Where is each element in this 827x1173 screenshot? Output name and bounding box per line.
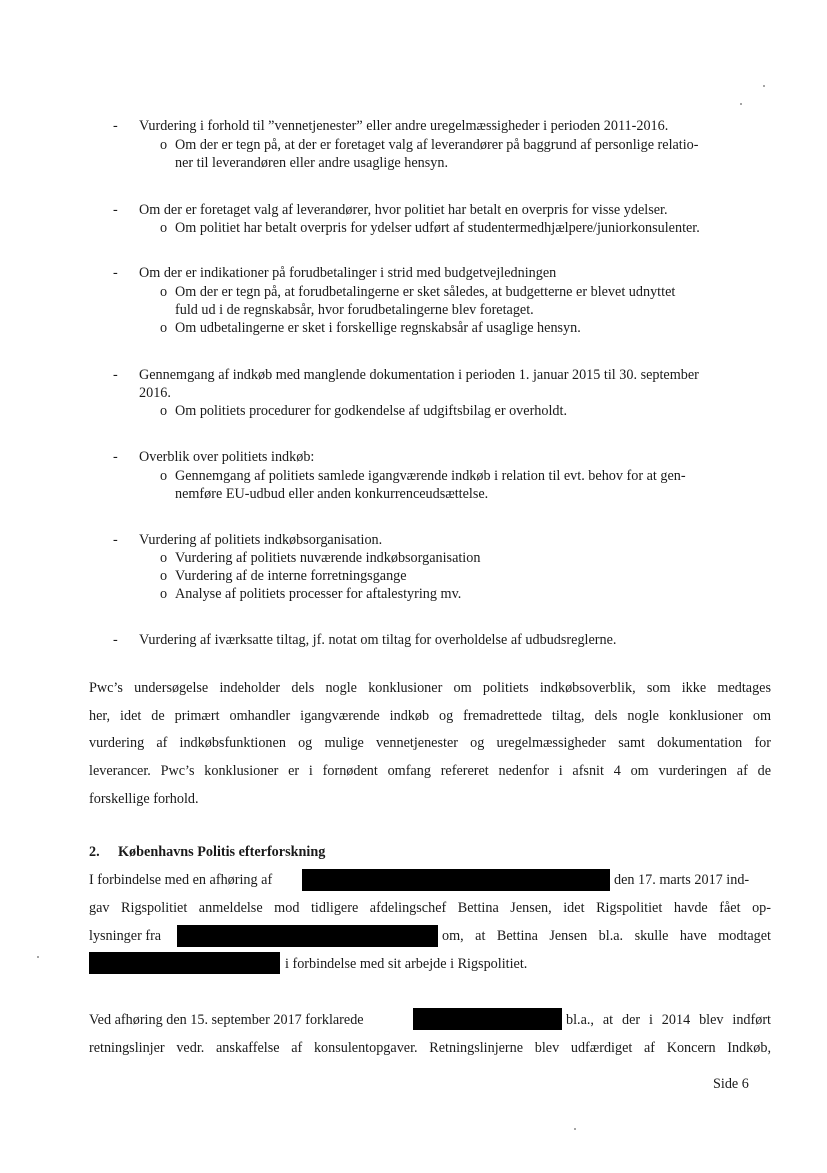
sub-bullet-text: Om politiet har betalt overpris for ydelser udført af studentermedhjælpere/juniorkonsulenter. (175, 220, 700, 236)
sub-bullet-marker: o (160, 220, 168, 236)
bullet-text: Om der er foretaget valg af leverandører, hvor politiet har betalt en overpris for visse ydelser. (139, 202, 668, 218)
sub-bullet-marker: o (160, 284, 168, 300)
sub-bullet-marker: o (160, 320, 168, 336)
bullet-dash: - (113, 367, 118, 383)
bullet-dash: - (113, 265, 118, 281)
bullet-text: Vurdering af politiets indkøbsorganisation. (139, 532, 383, 548)
page-number: Side 6 (713, 1076, 749, 1092)
scan-speck (763, 85, 765, 87)
redaction-box (89, 952, 280, 974)
paragraph-line: I forbindelse med en afhøring af (89, 872, 273, 888)
bullet-dash: - (113, 632, 118, 648)
bullet-dash: - (113, 202, 118, 218)
sub-bullet-marker: o (160, 550, 168, 566)
sub-bullet-text: Om udbetalingerne er sket i forskellige regnskabsår af usaglige hensyn. (175, 320, 581, 336)
sub-bullet-item (160, 549, 480, 567)
sub-bullet-text: Gennemgang af politiets samlede igangværende indkøb i relation til evt. behov for at gen- (175, 468, 686, 484)
paragraph-line: om, at Bettina Jensen bl.a. skulle have modtaget (442, 928, 771, 944)
sub-bullet-text: fuld ud i de regnskabsår, hvor forudbetalingerne blev foretaget. (175, 302, 534, 318)
sub-bullet-text: ner til leverandøren eller andre usaglige hensyn. (175, 155, 448, 171)
sub-bullet-text: nemføre EU-udbud eller anden konkurrenceudsættelse. (175, 486, 489, 502)
sub-bullet-item (160, 567, 407, 585)
sub-bullet-text: Vurdering af politiets nuværende indkøbsorganisation (175, 550, 481, 566)
sub-bullet-marker: o (160, 586, 168, 602)
paragraph-line: den 17. marts 2017 ind- (614, 872, 750, 888)
sub-bullet-marker: o (160, 568, 168, 584)
sub-bullet-item (160, 402, 567, 420)
redaction-box (177, 925, 438, 947)
paragraph-line: forskellige forhold. (89, 791, 199, 807)
paragraph-line: retningslinjer vedr. anskaffelse af konsulentopgaver. Retningslinjerne blev udfærdiget af Koncern Indkøb, (89, 1040, 771, 1056)
sub-bullet-item (160, 219, 700, 237)
bullet-dash: - (113, 118, 118, 134)
paragraph-line: bl.a., at der i 2014 blev indført (566, 1012, 771, 1028)
sub-bullet-text: Vurdering af de interne forretningsgange (175, 568, 407, 584)
sub-bullet-item (160, 585, 461, 603)
sub-bullet-marker: o (160, 468, 168, 484)
paragraph-line: leverancer. Pwc’s konklusioner er i fornødent omfang refereret nedenfor i afsnit 4 om vurderingen af de (89, 763, 771, 779)
section-number: 2. (89, 844, 100, 860)
sub-bullet-item (160, 319, 581, 337)
sub-bullet-marker: o (160, 137, 168, 153)
sub-bullet-text: Om der er tegn på, at der er foretaget valg af leverandører på baggrund af personlige relatio- (175, 137, 699, 153)
paragraph-line: Pwc’s undersøgelse indeholder dels nogle konklusioner om politiets indkøbsoverblik, som ikke medtages (89, 680, 771, 696)
bullet-text: Gennemgang af indkøb med manglende dokumentation i perioden 1. januar 2015 til 30. september (139, 367, 699, 383)
bullet-text: Overblik over politiets indkøb: (139, 449, 315, 465)
sub-bullet-text: Om politiets procedurer for godkendelse af udgiftsbilag er overholdt. (175, 403, 568, 419)
scan-speck (574, 1128, 576, 1130)
bullet-text: Om der er indikationer på forudbetalinger i strid med budgetvejledningen (139, 265, 557, 281)
paragraph-line: lysninger fra (89, 928, 162, 944)
bullet-dash: - (113, 449, 118, 465)
bullet-text: Vurdering i forhold til ”vennetjenester” eller andre uregelmæssigheder i perioden 2011-2016. (139, 118, 669, 134)
sub-bullet-item (160, 136, 699, 154)
sub-bullet-item (160, 467, 686, 485)
bullet-text: Vurdering af iværksatte tiltag, jf. notat om tiltag for overholdelse af udbudsreglerne. (139, 632, 617, 648)
redaction-box (413, 1008, 562, 1030)
paragraph-line: vurdering af indkøbsfunktionen og mulige vennetjenester og uregelmæssigheder samt dokumentation for (89, 735, 771, 751)
paragraph-line: Ved afhøring den 15. september 2017 forklarede (89, 1012, 364, 1028)
scan-speck (740, 103, 742, 105)
sub-bullet-text: Analyse af politiets processer for aftalestyring mv. (175, 586, 462, 602)
bullet-text: 2016. (139, 385, 171, 401)
redaction-box (302, 869, 610, 891)
section-heading: Københavns Politis efterforskning (118, 844, 326, 860)
paragraph-line: her, idet de primært omhandler igangværende indkøb og fremadrettede tiltag, dels nogle konklusioner om (89, 708, 771, 724)
paragraph-line: gav Rigspolitiet anmeldelse mod tidligere afdelingschef Bettina Jensen, idet Rigspolitiet havde fået op- (89, 900, 771, 916)
scan-speck (37, 956, 39, 958)
bullet-dash: - (113, 532, 118, 548)
sub-bullet-marker: o (160, 403, 168, 419)
sub-bullet-text: Om der er tegn på, at forudbetalingerne er sket således, at budgetterne er blevet udnyttet (175, 284, 676, 300)
paragraph-line: i forbindelse med sit arbejde i Rigspolitiet. (285, 956, 528, 972)
sub-bullet-item (160, 283, 675, 301)
